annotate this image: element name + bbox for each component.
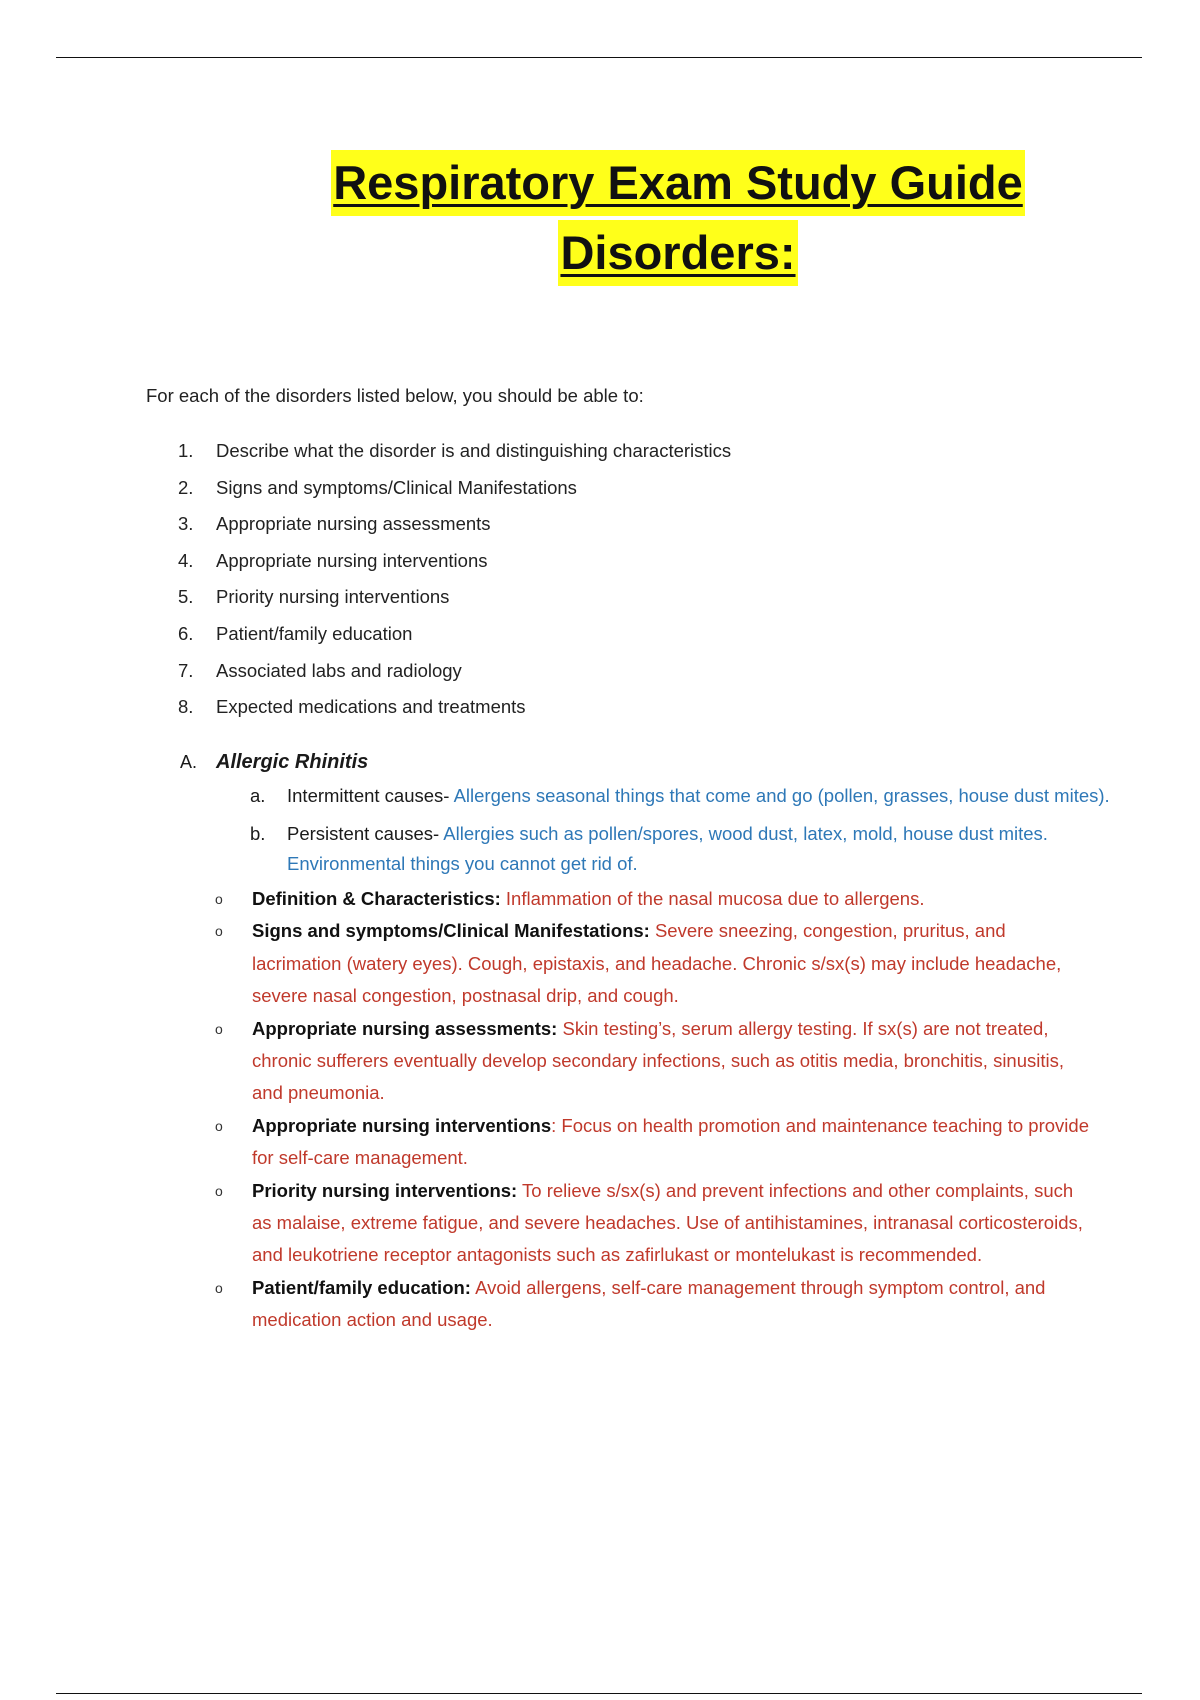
objective-text: Patient/family education: [216, 622, 413, 644]
detail-item: [216, 915, 1096, 1012]
objectives-list: [178, 436, 978, 729]
cause-label: Persistent causes-: [287, 823, 444, 844]
intro-text: For each of the disorders listed below, you should be able to:: [146, 385, 644, 406]
objective-number: 7.: [178, 659, 194, 681]
objective-text: Appropriate nursing assessments: [216, 513, 491, 535]
cause-letter: b.: [250, 823, 266, 844]
cause-item: [250, 819, 1110, 879]
objective-item: [178, 692, 978, 729]
objective-text: Describe what the disorder is and distinguishing characteristics: [216, 440, 732, 461]
detail-answer: Avoid allergens, self-care management through symptom control, and medication action and usage.: [252, 1276, 1046, 1331]
section-heading: [180, 747, 1130, 781]
hollow-bullet-icon: o: [215, 891, 223, 907]
detail-label: Signs and symptoms/Clinical Manifestations:: [252, 920, 650, 942]
detail-item: [216, 1272, 1096, 1337]
title-block: [0, 150, 1200, 290]
objective-item: [178, 656, 978, 693]
section-allergic-rhinitis: [180, 747, 1130, 1337]
objective-number: 8.: [178, 696, 194, 718]
objective-text: Appropriate nursing interventions: [216, 549, 488, 571]
hollow-bullet-icon: o: [215, 1117, 223, 1134]
section-name: Allergic Rhinitis: [216, 751, 369, 773]
causes-list: [250, 781, 1110, 879]
objective-number: 1.: [178, 440, 194, 461]
objective-text: Priority nursing interventions: [216, 586, 450, 608]
cause-label: Intermittent causes-: [287, 785, 454, 806]
objective-text: Associated labs and radiology: [216, 659, 462, 681]
detail-label: Patient/family education:: [252, 1276, 471, 1298]
cause-letter: a.: [250, 785, 266, 806]
hollow-bullet-icon: o: [215, 1182, 223, 1199]
detail-item: [216, 1013, 1096, 1110]
objective-text: Signs and symptoms/Clinical Manifestations: [216, 476, 577, 498]
page-title: Respiratory Exam Study Guide: [331, 150, 1025, 216]
objective-number: 4.: [178, 549, 194, 571]
objective-item: [178, 546, 978, 583]
objective-item: [178, 619, 978, 656]
objective-number: 6.: [178, 622, 194, 644]
detail-answer: : Focus on health promotion and maintenance teaching to provide for self-care management.: [252, 1114, 1089, 1169]
objective-item: [178, 509, 978, 546]
objective-text: Expected medications and treatments: [216, 696, 526, 718]
top-border-line: [56, 57, 1142, 58]
hollow-bullet-icon: o: [215, 923, 223, 940]
hollow-bullet-icon: o: [215, 1020, 223, 1037]
cause-item: [250, 781, 1110, 811]
objective-item: [178, 436, 978, 473]
detail-label: Appropriate nursing assessments:: [252, 1017, 558, 1039]
detail-item: [216, 1110, 1096, 1175]
detail-answer: Inflammation of the nasal mucosa due to allergens.: [500, 888, 925, 909]
detail-answer: Skin testing’s, serum allergy testing. If sx(s) are not treated, chronic sufferers eventually develop secondary infections, such as otitis media, bronchitis, sinusitis, and pneumonia.: [252, 1017, 1065, 1104]
detail-item: [216, 883, 1096, 915]
cause-answer: Allergies such as pollen/spores, wood dust, latex, mold, house dust mites. Environmental things you cannot get rid of.: [287, 823, 1048, 874]
detail-item: [216, 1175, 1096, 1272]
objective-item: [178, 473, 978, 510]
page-subtitle: Disorders:: [558, 220, 797, 286]
detail-label: Priority nursing interventions:: [252, 1179, 518, 1201]
objective-number: 2.: [178, 476, 194, 498]
bottom-border-line: [56, 1693, 1142, 1694]
hollow-bullet-icon: o: [215, 1279, 223, 1296]
detail-label: Definition & Characteristics:: [252, 888, 501, 909]
section-letter: A.: [180, 752, 198, 772]
detail-label: Appropriate nursing interventions: [252, 1114, 552, 1136]
detail-answer: Severe sneezing, congestion, pruritus, and lacrimation (watery eyes). Cough, epistaxis, and headache. Chronic s/sx(s) may include headache, severe nasal congestion, postnasal drip, and cough.: [252, 920, 1062, 1007]
objective-number: 5.: [178, 586, 194, 608]
detail-answer: To relieve s/sx(s) and prevent infections and other complaints, such as malaise, extreme fatigue, and severe headaches. Use of antihistamines, intranasal corticosteroids, and leukotriene receptor antagonists such as zafirlukast or montelukast is recommended.: [252, 1179, 1083, 1266]
objective-item: [178, 582, 978, 619]
objective-number: 3.: [178, 513, 194, 535]
details-list: [216, 883, 1096, 1337]
cause-answer: Allergens seasonal things that come and go (pollen, grasses, house dust mites).: [453, 785, 1110, 806]
